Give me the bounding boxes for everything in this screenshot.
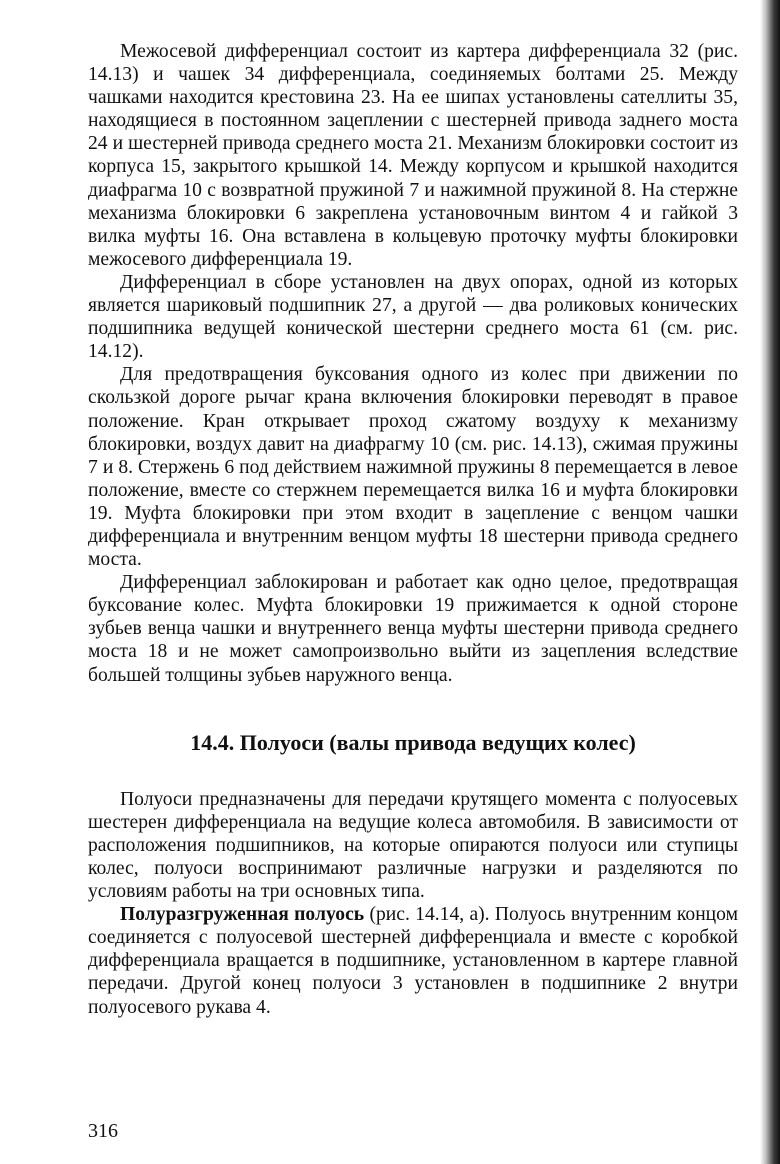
run-in-text: (рис. 14.14, а). Полуось внутренним концом соединяется с полуосевой шестерней дифференциала и вместе с коробкой дифференциала вращается в подшипнике, установленном в картере главной передачи. Другой конец полуоси 3 установлен в подшипнике 2 внутри полуосевого рукава 4.	[88, 904, 738, 1018]
paragraph-half-shafts-intro: Полуоси предназначены для передачи крутящего момента с полуосевых шестерен дифференциала на ведущие колеса автомобиля. В зависимости от расположения подшипников, на которые опираются полуоси или ступицы колес, полуоси воспринимают различные нагрузки и разделяются по условиям работы на три основных типа.	[88, 788, 738, 903]
page-body	[88, 40, 738, 1019]
paragraph-locked-operation: Дифференциал заблокирован и работает как одно целое, предотвращая буксование колес. Муфта блокировки 19 прижимается к одной стороне зубьев венца чашки и внутреннего венца муфты шестерни привода среднего моста 18 и не может самопроизвольно выйти из зацепления вследствие большей толщины зубьев наружного венца.	[88, 572, 738, 686]
run-in-heading: Полуразгруженная полуось	[120, 904, 365, 926]
page-number: 316	[88, 1120, 118, 1142]
paragraph-semi-floating-shaft	[88, 903, 738, 1018]
paragraph-differential-structure: Межосевой дифференциал состоит из картера дифференциала 32 (рис. 14.13) и чашек 34 дифференциала, соединяемых болтами 25. Между чашками находится крестовина 23. На ее шипах установлены сателлиты 35, находящиеся в постоянном зацеплении с шестерней привода заднего моста 24 и шестерней привода среднего моста 21. Механизм блокировки состоит из корпуса 15, закрытого крышкой 14. Между корпусом и крышкой находится диафрагма 10 с возвратной пружиной 7 и нажимной пружиной 8. На стержне механизма блокировки 6 закреплена установочным винтом 4 и гайкой 3 вилка муфты 16. Она вставлена в кольцевую проточку муфты блокировки межосевого дифференциала 19.	[88, 41, 738, 270]
section-title: 14.4. Полуоси (валы привода ведущих колес)	[190, 729, 636, 755]
scan-edge-shadow	[760, 0, 780, 1164]
paragraph-differential-supports: Дифференциал в сборе установлен на двух опорах, одной из которых является шариковый подшипник 27, а другой — два роликовых конических подшипника ведущей конической шестерни среднего моста 61 (см. рис. 14.12).	[88, 271, 738, 363]
paragraph-slip-prevention: Для предотвращения буксования одного из колес при движении по скользкой дороге рычаг крана включения блокировки переводят в правое положение. Кран открывает проход сжатому воздуху к механизму блокировки, воздух давит на диафрагму 10 (см. рис. 14.13), сжимая пружины 7 и 8. Стержень 6 под действием нажимной пружины 8 перемещается в левое положение, вместе со стержнем перемещается вилка 16 и муфта блокировки 19. Муфта блокировки при этом входит в зацепление с венцом чашки дифференциала и внутренним венцом муфты 18 шестерни привода среднего моста.	[88, 364, 738, 571]
